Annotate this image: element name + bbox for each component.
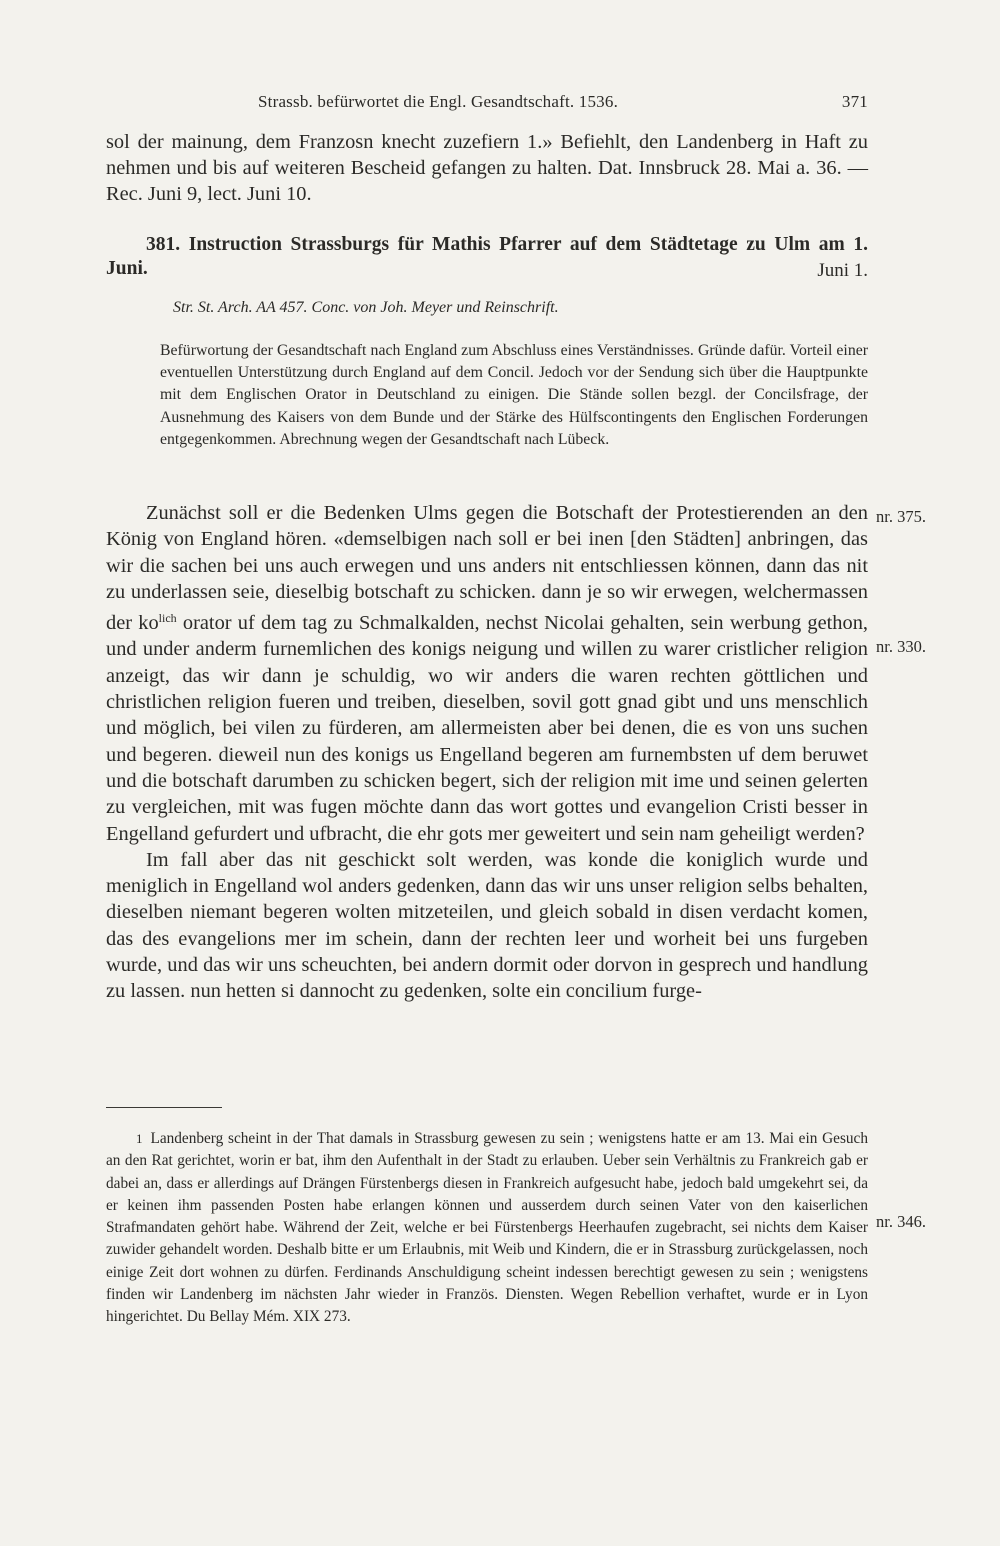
- running-head-title: Strassb. befürwortet die Engl. Gesandtschaft. 1536.: [258, 92, 619, 111]
- sidenote-cross-reference: nr. 346.: [876, 1212, 926, 1231]
- footnote-text: Landenberg scheint in der That damals in Strassburg gewesen zu sein ; wenigstens hatte er am 13. Mai ein Gesuch an den Rat gerichtet, worin er bat, ihm den Aufenthalt in der Stadt zu erlauben. Ueber sein Verhältnis zu Frankreich gab er dabei an, dass er allerdings auf Drängen Fürstenbergs diesen in Frankreich aufgesucht habe, jedoch bald umgekehrt sei, da er keinen ihm passenden Posten habe erlangen können und ausserdem durch seinen Vater von den kaiserlichen Strafmandaten gehört habe. Während der Zeit, welche er bei Fürstenbergs Heerhaufen zugebracht, sei nichts dem Kaiser zuwider gehandelt worden. Deshalb bitte er um Erlaubnis, mit Weib und Kindern, die er in Strassburg zurückgelassen, noch einige Zeit dort wohnen zu dürfen. Ferdinands Anschuldigung scheint indessen berechtigt gewesen zu sein ; wenigstens finden wir Landenberg im nächsten Jahr wieder in Französ. Diensten. Wegen Rebellion verhaftet, wurde er in Lyon hingerichtet. Du Bellay Mém. XIX 273.: [106, 1130, 868, 1326]
- document-summary: Befürwortung der Gesandtschaft nach England zum Abschluss eines Verständnisses. Gründe dafür. Vorteil einer eventuellen Unterstützung durch England auf dem Concil. Jedoch vor der Sendung sich über die Hauptpunkte mit dem Englischen Orator in Deutschland zu einigen. Die Stände sollen bezgl. der Concilsfrage, der Ausnehmung des Kaisers von dem Bunde und der Stärke des Hülfscontingents den Englischen Forderungen entgegenkommen. Abrechnung wegen der Gesandtschaft nach Lübeck.: [160, 342, 868, 448]
- sidenote-cross-reference: nr. 375.: [876, 507, 926, 526]
- body-paragraph-1-part-a: Zunächst soll er die Bedenken Ulms gegen die Botschaft der Protestierenden an den König von England hören. «demselbigen nach soll er bei inen [den Städten] anbringen, das wir die sachen bei uns auch erwegen und uns anders nit entschliessen können, dann das nit zu underlassen seie, dieselbig botschaft zu schicken. dann je so wir erwegen, welchermassen der ko: [106, 502, 868, 635]
- main-text: [106, 500, 868, 1005]
- body-paragraph-1: [106, 500, 868, 847]
- document-date: Juni 1.: [817, 260, 868, 281]
- continuation-paragraph: sol der mainung, dem Franzosn knecht zuzefiern 1.» Befiehlt, den Landenberg in Haft zu nehmen und bis auf weiteren Bescheid gefangen zu halten. Dat. Innsbruck 28. Mai a. 36. — Rec. Juni 9, lect. Juni 10.: [106, 131, 868, 205]
- body-paragraph-2: Im fall aber das nit geschickt solt werden, was konde die koniglich wurde und meniglich in Engelland wol anders gedenken, dann das wir uns unser religion selbs behalten, dieselben niemant begeren wolten mitzeteilen, und gleich sobald in disen verdacht komen, das des evangelions mer im schein, dann der rechten leer und worheit bei uns furgeben wurde, und das wir uns scheuchten, bei andern dormit oder dorvon in gesprech und handlung zu lassen. nun hetten si dannocht zu gedenken, solte ein concilium furge-: [106, 848, 868, 1003]
- footnote-rule: [106, 1107, 222, 1108]
- page-number: 371: [841, 92, 868, 111]
- footnote-mark: 1: [136, 1131, 143, 1146]
- document-heading: 381. Instruction Strassburgs für Mathis Pfarrer auf dem Städtetage zu Ulm am 1. Juni.: [106, 234, 868, 279]
- body-paragraph-1-part-b: orator uf dem tag zu Schmalkalden, nechst Nicolai gehalten, sein werbung gethon, und under anderm furnemlichen des konigs neigung und willen zu warer cristlicher religion anzeigt, das wir dann je schuldig, wo wir anders die waren rechten göttlichen und christlichen religion fueren und treiben, dieselben, sovil gott gnad gibt und uns menschlich und möglich, bei vilen zu fürderen, am allermeisten aber bei denen, die es von uns suchen und begeren. dieweil nun des konigs us Engelland begeren am furnembsten uf dem beruwet und die botschaft darumben zu schicken begert, sich der religion mit ime und seinen gelerten zu vergleichen, mit was fugen möchte dann das wort gottes und evangelion Cristi besser in Engelland gefurdert und ufbracht, die ehr gots mer geweitert und sein nam geheiligt werden?: [106, 612, 868, 845]
- running-head: [258, 92, 868, 112]
- footnote: [106, 1128, 868, 1329]
- superscript-abbreviation: lich: [158, 611, 177, 626]
- sidenote-cross-reference: nr. 330.: [876, 637, 926, 656]
- source-reference: Str. St. Arch. AA 457. Conc. von Joh. Meyer und Reinschrift.: [173, 299, 559, 316]
